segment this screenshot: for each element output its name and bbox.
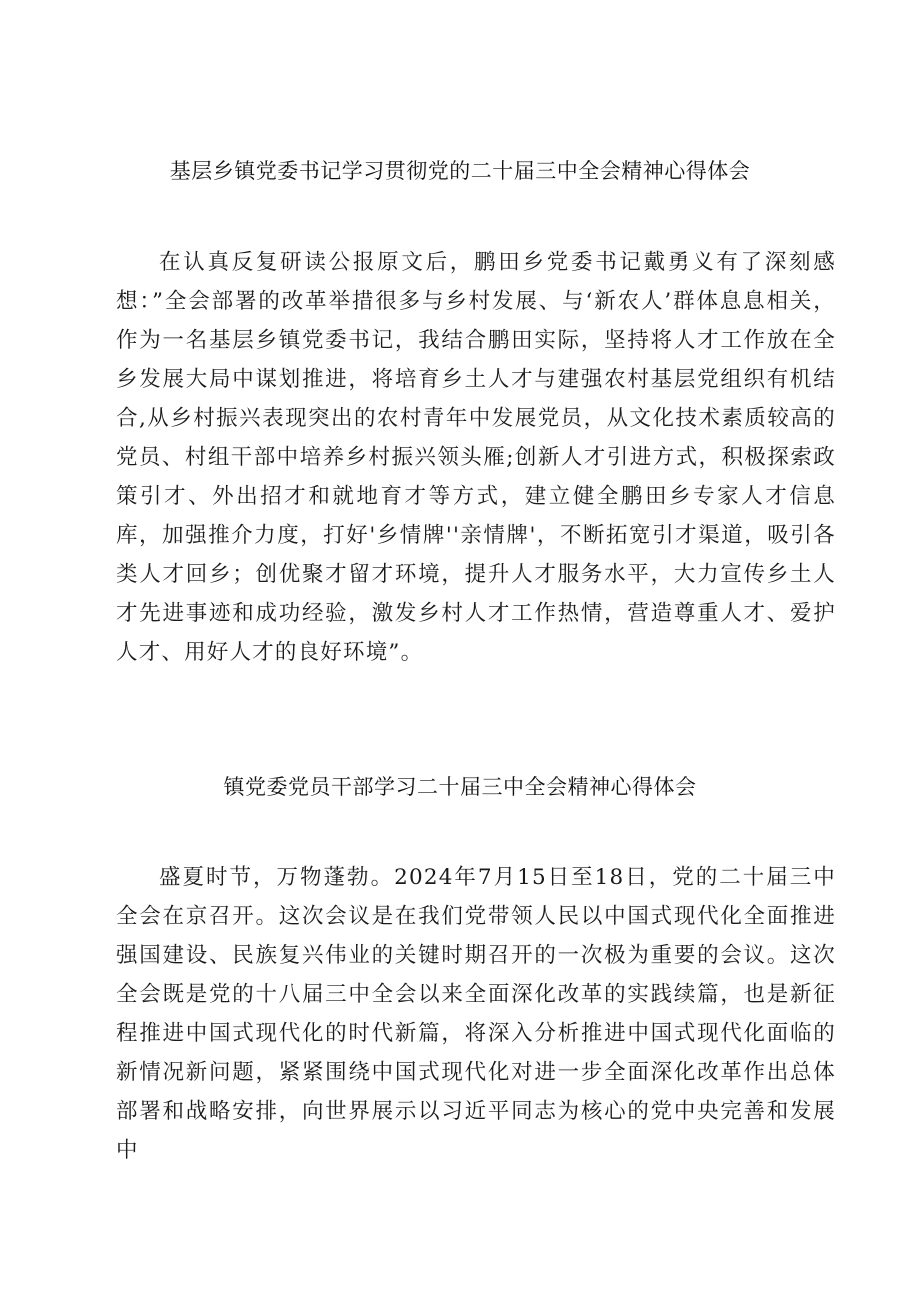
- section-1-paragraph: 在认真反复研读公报原文后，鹏田乡党委书记戴勇义有了深刻感想：”全会部署的改革举措很多与乡村发展、与‘新农人’群体息息相关，作为一名基层乡镇党委书记，我结合鹏田实际，坚持将人才工作放在全乡发展大局中谋划推进，将培育乡土人才与建强农村基层党组织有机结合,从乡村振兴表现突出的农村青年中发展党员，从文化技术素质较高的党员、村组干部中培养乡村振兴领头雁;创新人才引进方式，积极探索政策引才、外出招才和就地育才等方式，建立健全鹏田乡专家人才信息库，加强推介力度，打好'乡情牌''亲情牌'，不断拓宽引才渠道，吸引各类人才回乡；创优聚才留才环境，提升人才服务水平，大力宣传乡土人才先进事迹和成功经验，激发乡村人才工作热情，营造尊重人才、爱护人才、用好人才的良好环境”。: [116, 250, 836, 665]
- section-2-paragraph: 盛夏时节，万物蓬勃。2024年7月15日至18日，党的二十届三中全会在京召开。这次会议是在我们党带领人民以中国式现代化全面推进强国建设、民族复兴伟业的关键时期召开的一次极为重要的会议。这次全会既是党的十八届三中全会以来全面深化改革的实践续篇，也是新征程推进中国式现代化的时代新篇，将深入分析推进中国式现代化面临的新情况新问题，紧紧围绕中国式现代化对进一步全面深化改革作出总体部署和战略安排，向世界展示以习近平同志为核心的党中央完善和发展中: [116, 865, 836, 1163]
- section-1-title: 基层乡镇党委书记学习贯彻党的二十届三中全会精神心得体会: [169, 159, 751, 183]
- section-2-title: 镇党委党员干部学习二十届三中全会精神心得体会: [223, 775, 697, 799]
